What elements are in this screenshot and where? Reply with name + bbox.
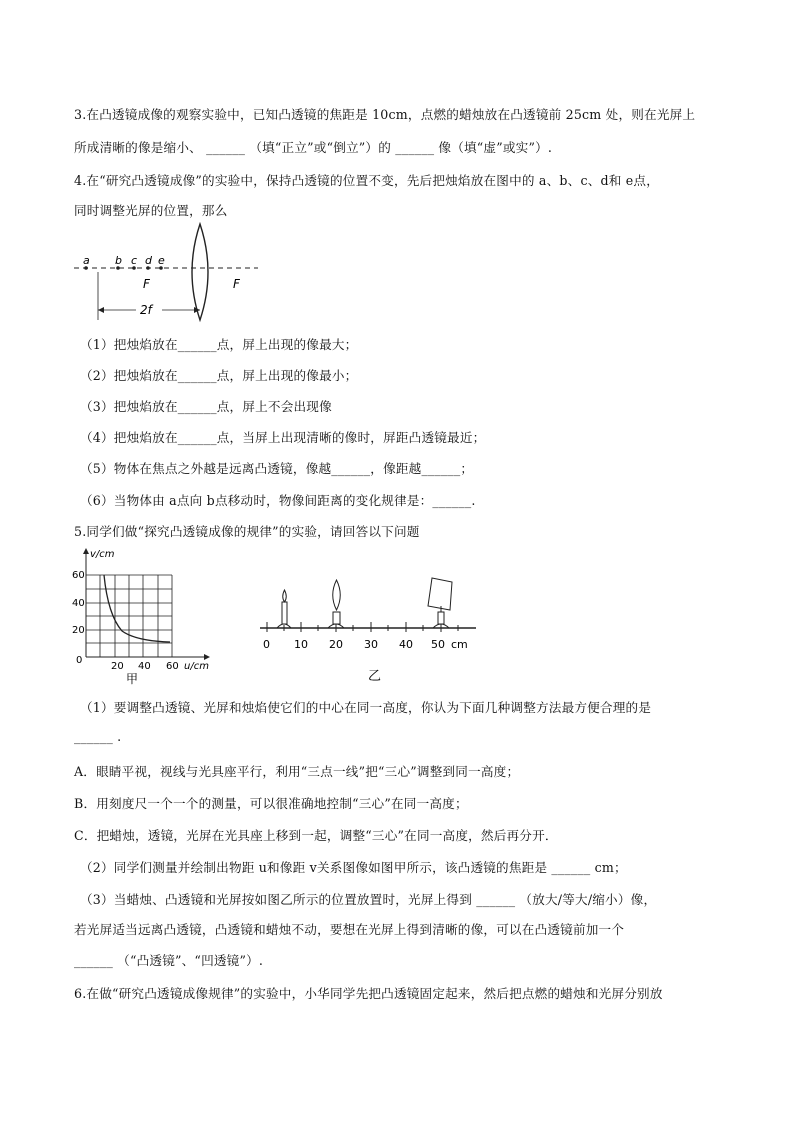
bench-unit: cm <box>451 638 468 651</box>
focus-left: F <box>143 277 150 291</box>
point-e: e <box>158 254 165 267</box>
two-f-label: 2f <box>140 303 152 317</box>
bench-tick-40: 40 <box>399 638 413 651</box>
graph-ytick-60: 60 <box>72 570 85 581</box>
q4-item-2: （2）把烛焰放在______点，屏上出现的像最小； <box>80 368 358 383</box>
q4-line2: 同时调整光屏的位置，那么 <box>74 203 228 218</box>
q5-sub2: （2）同学们测量并绘制出物距 u和像距 v关系图像如图甲所示，该凸透镜的焦距是 ______ cm； <box>80 860 627 875</box>
graph-xtick-40: 40 <box>138 661 151 672</box>
bench-tick-10: 10 <box>294 638 308 651</box>
graph-xtick-20: 20 <box>111 661 124 672</box>
q5-option-a: A．眼睛平视，视线与光具座平行，利用“三点一线”把“三心”调整到同一高度； <box>74 764 520 779</box>
bench-tick-20: 20 <box>329 638 343 651</box>
bench-tick-0: 0 <box>263 638 270 651</box>
graph-ylabel: v/cm <box>90 549 115 560</box>
optical-bench-yi <box>256 570 486 688</box>
bench-tick-50: 50 <box>431 638 445 651</box>
q5-sub3-line1: （3）当蜡烛、凸透镜和光屏按如图乙所示的位置放置时，光屏上得到 ______ （放大/等大/缩小）像， <box>80 892 657 907</box>
q4-item-6: （6）当物体由 a点向 b点移动时，物像间距离的变化规律是：______. <box>80 493 476 508</box>
q3-line2: 所成清晰的像是缩小、 ______ （填“正立”或“倒立”）的 ______ 像（填“虚”或实”）. <box>74 140 553 155</box>
convex-lens <box>192 224 208 320</box>
q5-option-b: B．用刻度尺一个一个的测量，可以很准确地控制“三心”在同一高度； <box>74 796 468 811</box>
point-d: d <box>145 254 152 267</box>
q5-option-c: C．把蜡烛，透镜，光屏在光具座上移到一起，调整“三心”在同一高度，然后再分开． <box>74 828 558 843</box>
q4-item-5: （5）物体在焦点之外越是远离凸透镜，像越______，像距越______； <box>80 461 474 476</box>
q4-item-3: （3）把烛焰放在______点，屏上不会出现像 <box>80 399 332 414</box>
graph-ytick-0: 0 <box>76 655 83 666</box>
q5-sub3-line3: ______ （“凸透镜”、“凹透镜”）. <box>74 953 264 968</box>
graph-jia <box>64 545 224 685</box>
q5-sub1-line1: （1）要调整凸透镜、光屏和烛焰使它们的中心在同一高度，你认为下面几种调整方法最方便合理的是 <box>80 700 652 715</box>
lens-diagram <box>70 222 270 330</box>
bench-caption: 乙 <box>368 669 382 684</box>
point-c: c <box>131 254 138 267</box>
graph-caption: 甲 <box>126 672 139 685</box>
bench-tick-30: 30 <box>364 638 378 651</box>
graph-ytick-20: 20 <box>72 625 85 636</box>
graph-ytick-40: 40 <box>72 598 85 609</box>
graph-xlabel: u/cm <box>184 661 209 672</box>
q4-item-4: （4）把烛焰放在______点，当屏上出现清晰的像时，屏距凸透镜最近； <box>80 430 486 445</box>
q4-line1: 4.在“研究凸透镜成像”的实验中，保持凸透镜的位置不变，先后把烛焰放在图中的 a、b、c、d和 e点， <box>74 173 659 188</box>
q5-line1: 5.同学们做“探究凸透镜成像的规律”的实验，请回答以下问题 <box>74 524 420 539</box>
focus-right: F <box>233 277 240 291</box>
point-b: b <box>115 254 122 267</box>
graph-xtick-60: 60 <box>166 661 179 672</box>
q5-sub1-line2: ______ . <box>74 729 122 744</box>
q3-line1: 3.在凸透镜成像的观察实验中，已知凸透镜的焦距是 10cm，点燃的蜡烛放在凸透镜前 25cm 处，则在光屏上 <box>74 107 696 122</box>
point-a: a <box>83 254 90 267</box>
u-v-curve <box>104 575 170 642</box>
q6-line1: 6.在做“研究凸透镜成像规律”的实验中，小华同学先把凸透镜固定起来，然后把点燃的蜡烛和光屏分别放 <box>74 986 663 1001</box>
q4-item-1: （1）把烛焰放在______点，屏上出现的像最大； <box>80 337 358 352</box>
q5-sub3-line2: 若光屏适当远离凸透镜，凸透镜和蜡烛不动，要想在光屏上得到清晰的像，可以在凸透镜前加一个 <box>74 922 625 937</box>
